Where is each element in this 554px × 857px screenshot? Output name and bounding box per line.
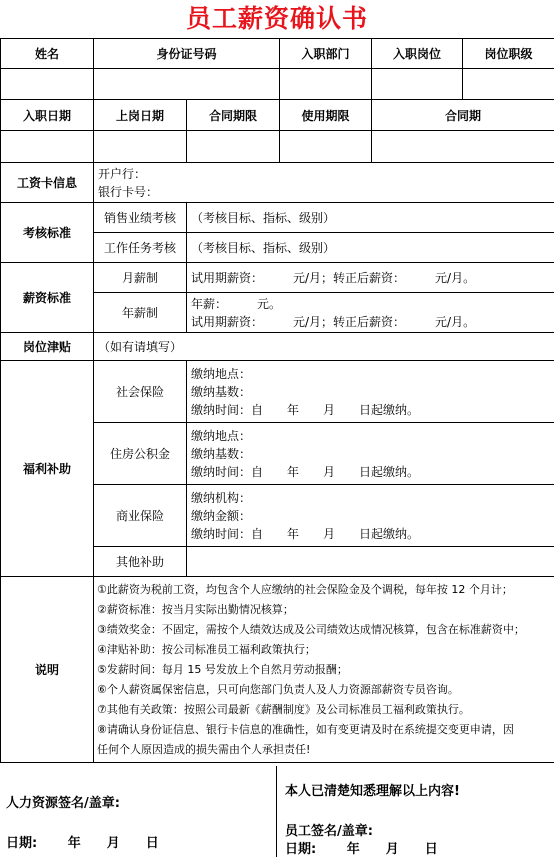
department-header: 入职部门 <box>280 39 372 69</box>
social-time: 缴纳时间：自 年 月 日起缴纳。 <box>191 402 420 417</box>
contract-term-header: 合同期限 <box>187 100 280 131</box>
card-number-label: 银行卡号： <box>98 184 159 199</box>
note-item: ①此薪资为税前工资，均包含个人应缴纳的社会保险金及个调税，每年按 12 个月计； <box>97 582 513 596</box>
input-row-1 <box>1 69 554 100</box>
department-field[interactable] <box>280 69 372 100</box>
notes-content <box>94 577 554 763</box>
salary-standard-label: 薪资标准 <box>1 263 94 333</box>
annual-salary-detail[interactable] <box>187 293 554 333</box>
allowance-label: 岗位津贴 <box>1 333 94 361</box>
task-assessment-note[interactable]: （考核目标、指标、级别） <box>187 233 554 263</box>
commercial-time: 缴纳时间：自 年 月 日起缴纳。 <box>191 526 420 541</box>
employee-date-label: 日期: 年 月 日 <box>285 842 438 857</box>
notes-row <box>1 577 554 763</box>
note-item: ⑤发薪时间：每月 15 号发放上个自然月劳动报酬； <box>97 662 348 676</box>
other-subsidy-field[interactable] <box>187 547 554 577</box>
commercial-amount: 缴纳金额： <box>191 508 252 523</box>
header-row-2 <box>1 100 554 131</box>
salary-card-row <box>1 163 554 203</box>
other-subsidy-label: 其他补助 <box>94 547 187 577</box>
contract-term-field[interactable] <box>187 131 280 163</box>
commercial-institution: 缴纳机构： <box>191 490 252 505</box>
housing-base: 缴纳基数： <box>191 446 252 461</box>
level-field[interactable] <box>463 69 554 100</box>
hr-date-label: 日期: 年 月 日 <box>6 836 159 851</box>
commercial-insurance-label: 商业保险 <box>94 485 187 547</box>
housing-time: 缴纳时间：自 年 月 日起缴纳。 <box>191 464 420 479</box>
note-item: ②薪资标准：按当月实际出勤情况核算； <box>97 602 294 616</box>
social-location: 缴纳地点： <box>191 366 252 381</box>
note-item: ④津贴补助：按公司标准员工福利政策执行； <box>97 642 316 656</box>
probation-field[interactable] <box>280 131 372 163</box>
header-row-1 <box>1 39 554 69</box>
input-row-2 <box>1 131 554 163</box>
hr-signature-label: 人力资源签名/盖章: <box>6 796 120 811</box>
sales-assessment-note[interactable]: （考核目标、指标、级别） <box>187 203 554 233</box>
bank-label: 开户行： <box>98 166 147 181</box>
commercial-insurance-detail[interactable] <box>187 485 554 547</box>
name-header: 姓名 <box>1 39 94 69</box>
confirmation-statement: 本人已清楚知悉理解以上内容! <box>285 784 460 799</box>
hr-signature-box[interactable] <box>0 766 276 857</box>
contract-period-header: 合同期 <box>372 100 554 131</box>
note-item: ⑥个人薪资属保密信息，只可向您部门负责人及人力资源部薪资专员咨询。 <box>97 682 459 696</box>
probation-header: 使用期限 <box>280 100 372 131</box>
salary-card-info[interactable] <box>94 163 554 203</box>
social-base: 缴纳基数： <box>191 384 252 399</box>
level-header: 岗位职级 <box>463 39 554 69</box>
contract-period-field[interactable] <box>372 131 554 163</box>
id-number-field[interactable] <box>94 69 280 100</box>
name-field[interactable] <box>1 69 94 100</box>
allowance-row <box>1 333 554 361</box>
social-insurance-detail[interactable] <box>187 361 554 423</box>
monthly-salary-detail[interactable]: 试用期薪资： 元/月；转正后薪资： 元/月。 <box>187 263 554 293</box>
note-item: ③绩效奖金：不固定，需按个人绩效达成及公司绩效达成情况核算，包含在标准薪资中； <box>97 622 525 636</box>
social-insurance-row <box>1 361 554 423</box>
monthly-salary-label: 月薪制 <box>94 263 187 293</box>
salary-card-label: 工资卡信息 <box>1 163 94 203</box>
position-field[interactable] <box>372 69 463 100</box>
hire-date-field[interactable] <box>1 131 94 163</box>
annual-salary-label: 年薪制 <box>94 293 187 333</box>
welfare-label: 福利补助 <box>1 361 94 577</box>
assessment-label: 考核标准 <box>1 203 94 263</box>
employee-signature-label: 员工签名/盖章: <box>285 824 373 839</box>
allowance-note[interactable]: （如有请填写） <box>94 333 554 361</box>
notes-label: 说明 <box>1 577 94 763</box>
start-date-header: 上岗日期 <box>94 100 187 131</box>
sales-assessment-label: 销售业绩考核 <box>94 203 187 233</box>
form-table <box>0 38 554 763</box>
signature-area <box>0 766 554 857</box>
note-item: ⑦其他有关政策：按照公司最新《薪酬制度》及公司标准员工福利政策执行。 <box>97 702 470 716</box>
assessment-row-1 <box>1 203 554 233</box>
annual-probation-line: 试用期薪资： 元/月；转正后薪资： 元/月。 <box>191 314 476 329</box>
social-insurance-label: 社会保险 <box>94 361 187 423</box>
position-header: 入职岗位 <box>372 39 463 69</box>
form-title: 员工薪资确认书 <box>185 4 368 33</box>
start-date-field[interactable] <box>94 131 187 163</box>
task-assessment-label: 工作任务考核 <box>94 233 187 263</box>
hire-date-header: 入职日期 <box>1 100 94 131</box>
annual-salary-line: 年薪： 元。 <box>191 296 282 311</box>
housing-fund-label: 住房公积金 <box>94 423 187 485</box>
id-number-header: 身份证号码 <box>94 39 280 69</box>
salary-row-1 <box>1 263 554 293</box>
housing-location: 缴纳地点： <box>191 428 252 443</box>
employee-signature-box[interactable] <box>276 766 554 857</box>
note-item: ⑧请确认身份证信息、银行卡信息的准确性，如有变更请及时在系统提交变更申请，因 <box>97 722 514 736</box>
housing-fund-detail[interactable] <box>187 423 554 485</box>
note-item: 任何个人原因造成的损失需由个人承担责任! <box>97 742 311 756</box>
